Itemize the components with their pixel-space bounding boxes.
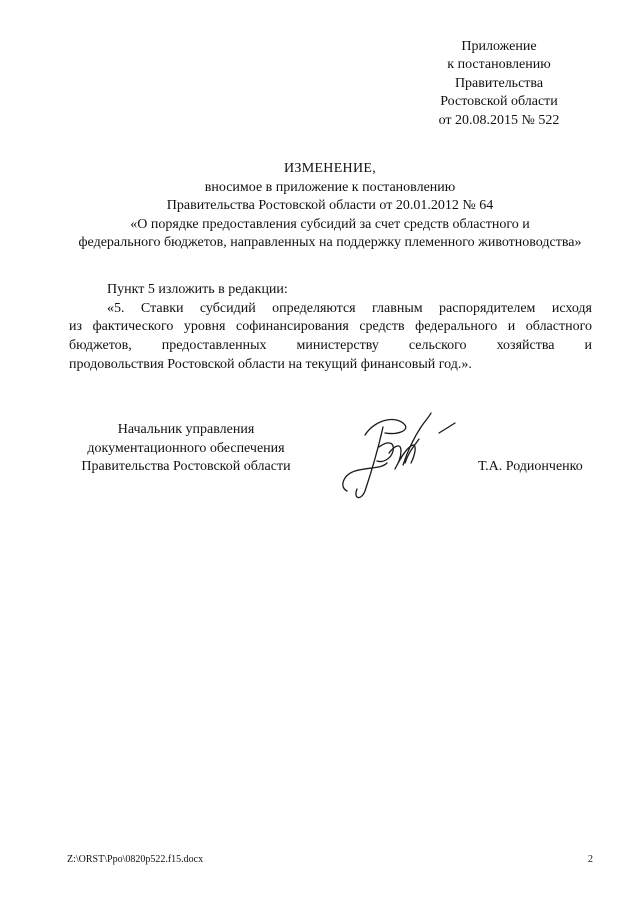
heading-line: вносимое в приложение к постановлению bbox=[204, 179, 456, 195]
position-line: документационного обеспечения bbox=[87, 440, 285, 456]
footer-file-path: Z:\ORST\Ppo\0820p522.f15.docx bbox=[67, 854, 204, 865]
position-line: Правительства Ростовской области bbox=[81, 459, 291, 474]
heading-line: Правительства Ростовской области от 20.01.2012 № 64 bbox=[166, 198, 494, 213]
appendix-date-number: от 20.08.2015 № 522 bbox=[438, 112, 560, 128]
quote-line: «5. Ставки субсидий определяются главным распорядителем исходя bbox=[107, 300, 592, 316]
page-number: 2 bbox=[588, 854, 593, 865]
appendix-line: к постановлению bbox=[447, 57, 551, 73]
quote-line: продовольствия Ростовской области на текущий финансовый год.». bbox=[69, 356, 472, 372]
signatory-name: Т.А. Родионченко bbox=[478, 459, 583, 474]
appendix-line: Ростовской области bbox=[440, 94, 558, 110]
handwritten-signature bbox=[335, 405, 465, 505]
heading-line: «О порядке предоставления субсидий за счет средств областного и bbox=[130, 216, 530, 232]
quote-line: из фактического уровня софинансирования средств федерального и областного bbox=[69, 319, 592, 335]
quote-line: бюджетов, предоставленных министерству сельского хозяйства и bbox=[69, 338, 592, 354]
heading-line: федерального бюджетов, направленных на поддержку племенного животноводства» bbox=[78, 235, 582, 250]
document-heading bbox=[40, 160, 620, 253]
position-line: Начальник управления bbox=[117, 422, 255, 437]
document-body bbox=[69, 281, 592, 375]
appendix-line: Приложение bbox=[461, 39, 537, 54]
document-title: ИЗМЕНЕНИЕ, bbox=[283, 161, 377, 176]
appendix-line: Правительства bbox=[454, 75, 544, 91]
body-intro: Пункт 5 изложить в редакции: bbox=[107, 282, 288, 297]
appendix-block bbox=[408, 38, 590, 130]
signatory-position bbox=[66, 421, 306, 477]
